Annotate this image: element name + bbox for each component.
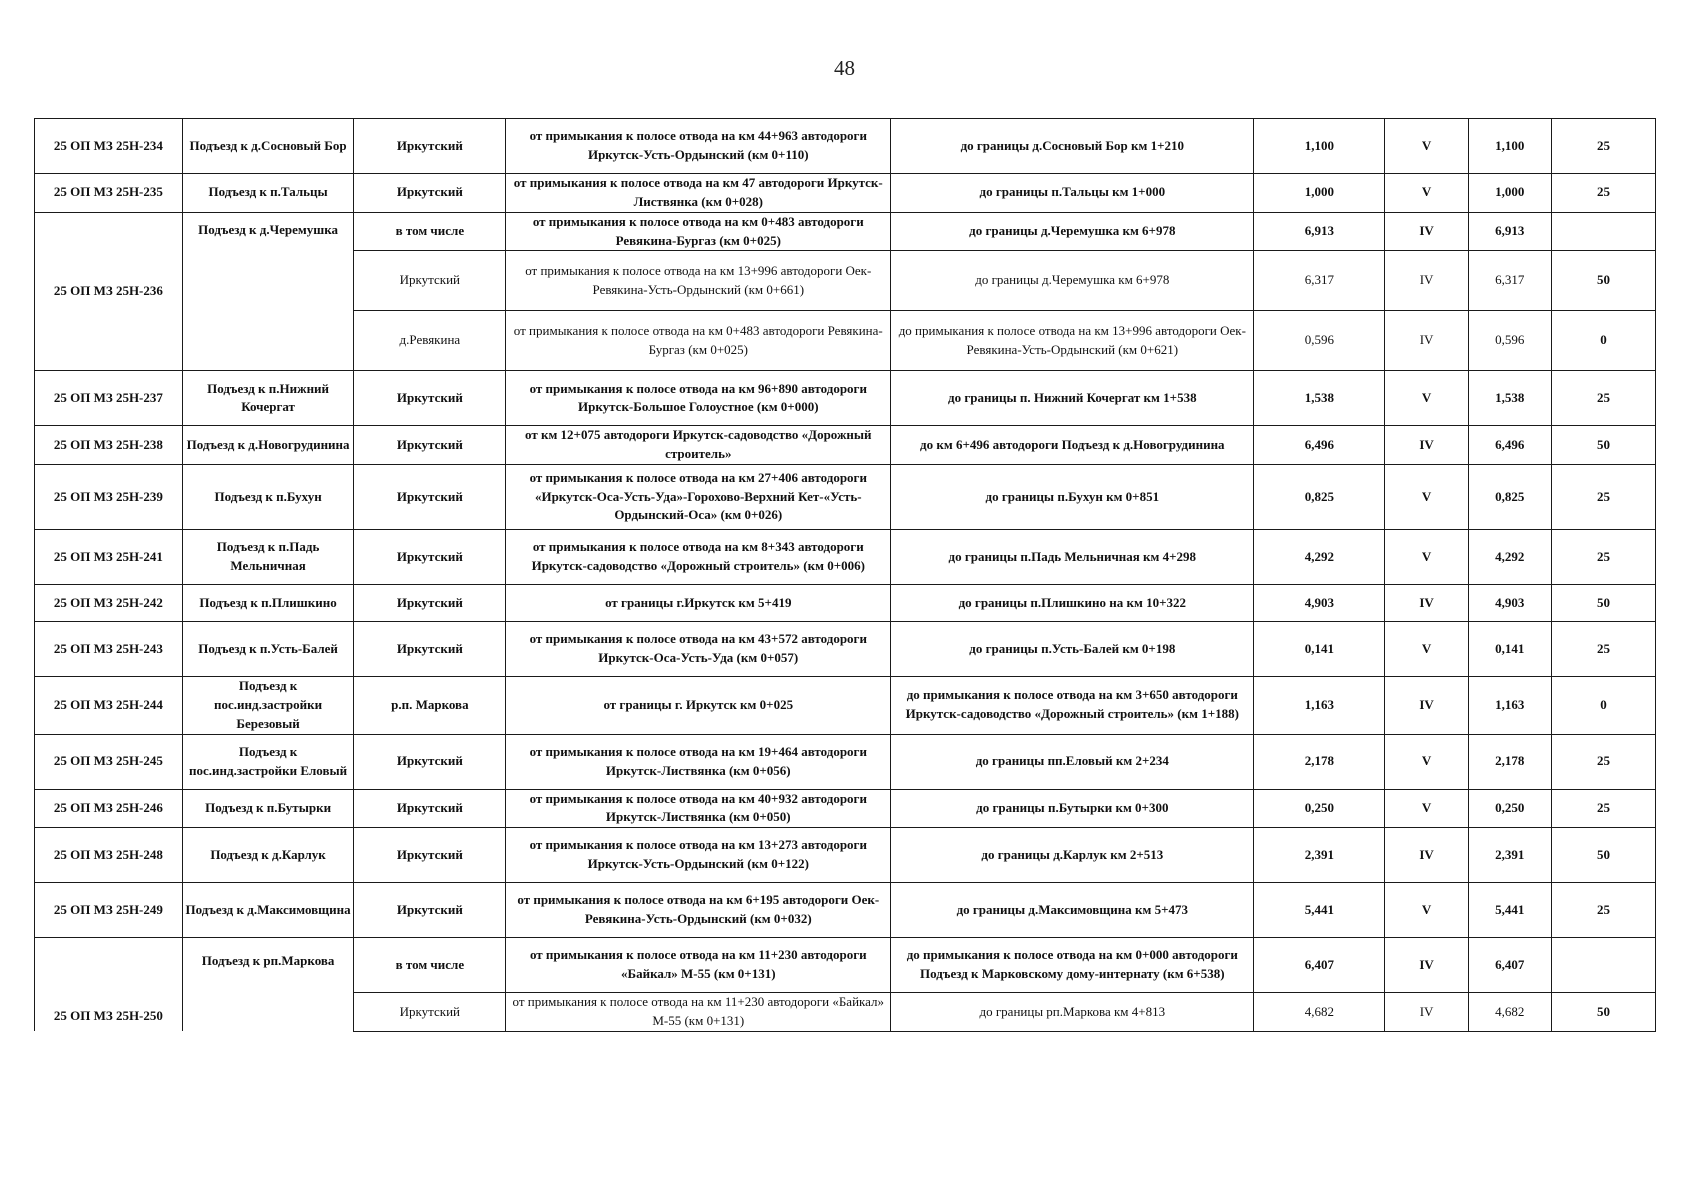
- table-row: [35, 530, 1656, 585]
- road-percent: 25: [1551, 622, 1655, 677]
- road-length: 4,903: [1254, 585, 1385, 622]
- road-category: V: [1385, 530, 1468, 585]
- road-code: 25 ОП МЗ 25Н-241: [35, 530, 183, 585]
- road-percent: 0: [1551, 311, 1655, 371]
- road-to: до границы пп.Еловый км 2+234: [891, 734, 1254, 789]
- road-name: Подъезд к пос.инд.застройки Еловый: [182, 734, 354, 789]
- road-name: Подъезд к п.Бутырки: [182, 789, 354, 828]
- road-length: 0,141: [1254, 622, 1385, 677]
- road-district: Иркутский: [354, 734, 506, 789]
- road-district: Иркутский: [354, 371, 506, 426]
- road-length-2: 4,682: [1468, 993, 1551, 1032]
- road-district: в том числе: [354, 212, 506, 251]
- road-district: д.Ревякина: [354, 311, 506, 371]
- table-row: [35, 119, 1656, 174]
- table-row: [35, 828, 1656, 883]
- road-name: Подъезд к д.Черемушка: [182, 212, 354, 371]
- road-percent: 25: [1551, 734, 1655, 789]
- road-to: до границы п. Нижний Кочергат км 1+538: [891, 371, 1254, 426]
- road-from: от границы г. Иркутск км 0+025: [506, 677, 891, 735]
- road-length-2: 0,825: [1468, 465, 1551, 530]
- road-code: 25 ОП МЗ 25Н-244: [35, 677, 183, 735]
- road-from: от примыкания к полосе отвода на км 11+230 автодороги «Байкал» М-55 (км 0+131): [506, 993, 891, 1032]
- road-length: 1,100: [1254, 119, 1385, 174]
- road-percent: 25: [1551, 174, 1655, 213]
- road-length-2: 1,163: [1468, 677, 1551, 735]
- page-number: 48: [834, 56, 855, 80]
- road-category: IV: [1385, 828, 1468, 883]
- road-category: IV: [1385, 426, 1468, 465]
- road-length: 0,825: [1254, 465, 1385, 530]
- road-percent: 0: [1551, 677, 1655, 735]
- road-name: Подъезд к д.Новогрудинина: [182, 426, 354, 465]
- road-name: Подъезд к п.Плишкино: [182, 585, 354, 622]
- road-code: 25 ОП МЗ 25Н-250: [35, 938, 183, 1032]
- road-category: V: [1385, 622, 1468, 677]
- table-row: [35, 883, 1656, 938]
- road-name: Подъезд к пос.инд.застройки Березовый: [182, 677, 354, 735]
- table-row: [35, 677, 1656, 735]
- road-to: до примыкания к полосе отвода на км 13+996 автодороги Оек-Ревякина-Усть-Ордынский (км 0+621): [891, 311, 1254, 371]
- road-from: от примыкания к полосе отвода на км 11+230 автодороги «Байкал» М-55 (км 0+131): [506, 938, 891, 993]
- road-code: 25 ОП МЗ 25Н-235: [35, 174, 183, 213]
- road-from: от км 12+075 автодороги Иркутск-садоводство «Дорожный строитель»: [506, 426, 891, 465]
- road-district: Иркутский: [354, 174, 506, 213]
- road-category: IV: [1385, 311, 1468, 371]
- road-category: V: [1385, 465, 1468, 530]
- road-length: 6,407: [1254, 938, 1385, 993]
- road-length-2: 2,178: [1468, 734, 1551, 789]
- road-name: Подъезд к д.Максимовщина: [182, 883, 354, 938]
- road-category: V: [1385, 119, 1468, 174]
- road-from: от примыкания к полосе отвода на км 19+464 автодороги Иркутск-Листвянка (км 0+056): [506, 734, 891, 789]
- road-category: IV: [1385, 938, 1468, 993]
- road-to: до границы д.Черемушка км 6+978: [891, 251, 1254, 311]
- road-to: до границы п.Бутырки км 0+300: [891, 789, 1254, 828]
- road-district: Иркутский: [354, 251, 506, 311]
- road-length: 1,000: [1254, 174, 1385, 213]
- road-district: Иркутский: [354, 993, 506, 1032]
- road-percent: 25: [1551, 119, 1655, 174]
- road-from: от примыкания к полосе отвода на км 43+572 автодороги Иркутск-Оса-Усть-Уда (км 0+057): [506, 622, 891, 677]
- road-code: 25 ОП МЗ 25Н-237: [35, 371, 183, 426]
- road-percent: 25: [1551, 530, 1655, 585]
- road-category: V: [1385, 734, 1468, 789]
- road-from: от примыкания к полосе отвода на км 13+996 автодороги Оек-Ревякина-Усть-Ордынский (км 0+661): [506, 251, 891, 311]
- road-from: от примыкания к полосе отвода на км 6+195 автодороги Оек-Ревякина-Усть-Ордынский (км 0+032): [506, 883, 891, 938]
- road-to: до примыкания к полосе отвода на км 3+650 автодороги Иркутск-садоводство «Дорожный строитель» (км 1+188): [891, 677, 1254, 735]
- road-percent: 25: [1551, 789, 1655, 828]
- road-to: до км 6+496 автодороги Подъезд к д.Новогрудинина: [891, 426, 1254, 465]
- road-length-2: 0,596: [1468, 311, 1551, 371]
- table-row: [35, 465, 1656, 530]
- road-district: Иркутский: [354, 426, 506, 465]
- road-from: от примыкания к полосе отвода на км 96+890 автодороги Иркутск-Большое Голоустное (км 0+000): [506, 371, 891, 426]
- road-percent: 25: [1551, 883, 1655, 938]
- road-category: V: [1385, 371, 1468, 426]
- road-code: 25 ОП МЗ 25Н-239: [35, 465, 183, 530]
- road-code: 25 ОП МЗ 25Н-243: [35, 622, 183, 677]
- road-name: Подъезд к рп.Маркова: [182, 938, 354, 1032]
- road-to: до границы п.Падь Мельничная км 4+298: [891, 530, 1254, 585]
- road-from: от примыкания к полосе отвода на км 47 автодороги Иркутск-Листвянка (км 0+028): [506, 174, 891, 213]
- road-length-2: 6,317: [1468, 251, 1551, 311]
- road-district: р.п. Маркова: [354, 677, 506, 735]
- road-district: Иркутский: [354, 622, 506, 677]
- road-percent: 50: [1551, 828, 1655, 883]
- road-category: V: [1385, 174, 1468, 213]
- road-length-2: 0,250: [1468, 789, 1551, 828]
- road-length: 6,317: [1254, 251, 1385, 311]
- road-length: 1,163: [1254, 677, 1385, 735]
- road-category: IV: [1385, 212, 1468, 251]
- road-from: от примыкания к полосе отвода на км 27+406 автодороги «Иркутск-Оса-Усть-Уда»-Горохово-Верхний Кет-«Усть-Ордынский-Оса» (км 0+026): [506, 465, 891, 530]
- table-row: [35, 734, 1656, 789]
- road-district: Иркутский: [354, 585, 506, 622]
- table-row: [35, 426, 1656, 465]
- road-district: Иркутский: [354, 119, 506, 174]
- road-length-2: 4,903: [1468, 585, 1551, 622]
- road-from: от примыкания к полосе отвода на км 40+932 автодороги Иркутск-Листвянка (км 0+050): [506, 789, 891, 828]
- road-code: 25 ОП МЗ 25Н-248: [35, 828, 183, 883]
- road-name: Подъезд к д.Сосновый Бор: [182, 119, 354, 174]
- road-district: в том числе: [354, 938, 506, 993]
- road-length: 2,391: [1254, 828, 1385, 883]
- road-from: от границы г.Иркутск км 5+419: [506, 585, 891, 622]
- road-percent: 25: [1551, 465, 1655, 530]
- road-from: от примыкания к полосе отвода на км 0+483 автодороги Ревякина-Бургаз (км 0+025): [506, 311, 891, 371]
- road-category: IV: [1385, 585, 1468, 622]
- road-length: 4,682: [1254, 993, 1385, 1032]
- table-row: [35, 371, 1656, 426]
- road-code: 25 ОП МЗ 25Н-236: [35, 212, 183, 371]
- road-length-2: 6,407: [1468, 938, 1551, 993]
- road-district: Иркутский: [354, 828, 506, 883]
- road-to: до границы рп.Маркова км 4+813: [891, 993, 1254, 1032]
- road-code: 25 ОП МЗ 25Н-242: [35, 585, 183, 622]
- road-name: Подъезд к п.Падь Мельничная: [182, 530, 354, 585]
- roads-table: [34, 118, 1656, 1032]
- road-name: Подъезд к д.Карлук: [182, 828, 354, 883]
- road-code: 25 ОП МЗ 25Н-249: [35, 883, 183, 938]
- road-length: 4,292: [1254, 530, 1385, 585]
- road-to: до границы д.Черемушка км 6+978: [891, 212, 1254, 251]
- road-district: Иркутский: [354, 789, 506, 828]
- road-length-2: 5,441: [1468, 883, 1551, 938]
- table-row: [35, 212, 1656, 251]
- road-category: IV: [1385, 993, 1468, 1032]
- table-row: [35, 938, 1656, 993]
- road-from: от примыкания к полосе отвода на км 44+963 автодороги Иркутск-Усть-Ордынский (км 0+110): [506, 119, 891, 174]
- road-to: до границы п.Усть-Балей км 0+198: [891, 622, 1254, 677]
- road-district: Иркутский: [354, 465, 506, 530]
- road-to: до примыкания к полосе отвода на км 0+000 автодороги Подъезд к Марковскому дому-интернату (км 6+538): [891, 938, 1254, 993]
- road-length-2: 1,100: [1468, 119, 1551, 174]
- road-length-2: 6,913: [1468, 212, 1551, 251]
- road-length-2: 0,141: [1468, 622, 1551, 677]
- road-length: 1,538: [1254, 371, 1385, 426]
- table-row: [35, 174, 1656, 213]
- road-from: от примыкания к полосе отвода на км 8+343 автодороги Иркутск-садоводство «Дорожный строитель» (км 0+006): [506, 530, 891, 585]
- road-percent: 25: [1551, 371, 1655, 426]
- road-category: V: [1385, 883, 1468, 938]
- road-percent: 50: [1551, 585, 1655, 622]
- road-length-2: 1,000: [1468, 174, 1551, 213]
- road-length: 6,496: [1254, 426, 1385, 465]
- road-district: Иркутский: [354, 883, 506, 938]
- road-from: от примыкания к полосе отвода на км 0+483 автодороги Ревякина-Бургаз (км 0+025): [506, 212, 891, 251]
- road-code: 25 ОП МЗ 25Н-238: [35, 426, 183, 465]
- road-length: 6,913: [1254, 212, 1385, 251]
- road-length: 0,250: [1254, 789, 1385, 828]
- road-length-2: 2,391: [1468, 828, 1551, 883]
- road-length-2: 4,292: [1468, 530, 1551, 585]
- road-category: IV: [1385, 677, 1468, 735]
- road-percent: 50: [1551, 251, 1655, 311]
- table-row: [35, 789, 1656, 828]
- road-length: 2,178: [1254, 734, 1385, 789]
- road-category: V: [1385, 789, 1468, 828]
- road-district: Иркутский: [354, 530, 506, 585]
- road-name: Подъезд к п.Усть-Балей: [182, 622, 354, 677]
- road-from: от примыкания к полосе отвода на км 13+273 автодороги Иркутск-Усть-Ордынский (км 0+122): [506, 828, 891, 883]
- road-code: 25 ОП МЗ 25Н-234: [35, 119, 183, 174]
- road-to: до границы п.Плишкино на км 10+322: [891, 585, 1254, 622]
- road-length-2: 6,496: [1468, 426, 1551, 465]
- road-percent: [1551, 938, 1655, 993]
- road-code: 25 ОП МЗ 25Н-246: [35, 789, 183, 828]
- table-row: [35, 622, 1656, 677]
- road-to: до границы д.Сосновый Бор км 1+210: [891, 119, 1254, 174]
- road-length: 5,441: [1254, 883, 1385, 938]
- road-name: Подъезд к п.Тальцы: [182, 174, 354, 213]
- road-percent: 50: [1551, 993, 1655, 1032]
- road-percent: 50: [1551, 426, 1655, 465]
- road-to: до границы д.Карлук км 2+513: [891, 828, 1254, 883]
- road-name: Подъезд к п.Нижний Кочергат: [182, 371, 354, 426]
- road-to: до границы п.Бухун км 0+851: [891, 465, 1254, 530]
- road-length: 0,596: [1254, 311, 1385, 371]
- road-to: до границы п.Тальцы км 1+000: [891, 174, 1254, 213]
- road-code: 25 ОП МЗ 25Н-245: [35, 734, 183, 789]
- road-to: до границы д.Максимовщина км 5+473: [891, 883, 1254, 938]
- road-percent: [1551, 212, 1655, 251]
- road-name: Подъезд к п.Бухун: [182, 465, 354, 530]
- road-category: IV: [1385, 251, 1468, 311]
- road-length-2: 1,538: [1468, 371, 1551, 426]
- table-row: [35, 585, 1656, 622]
